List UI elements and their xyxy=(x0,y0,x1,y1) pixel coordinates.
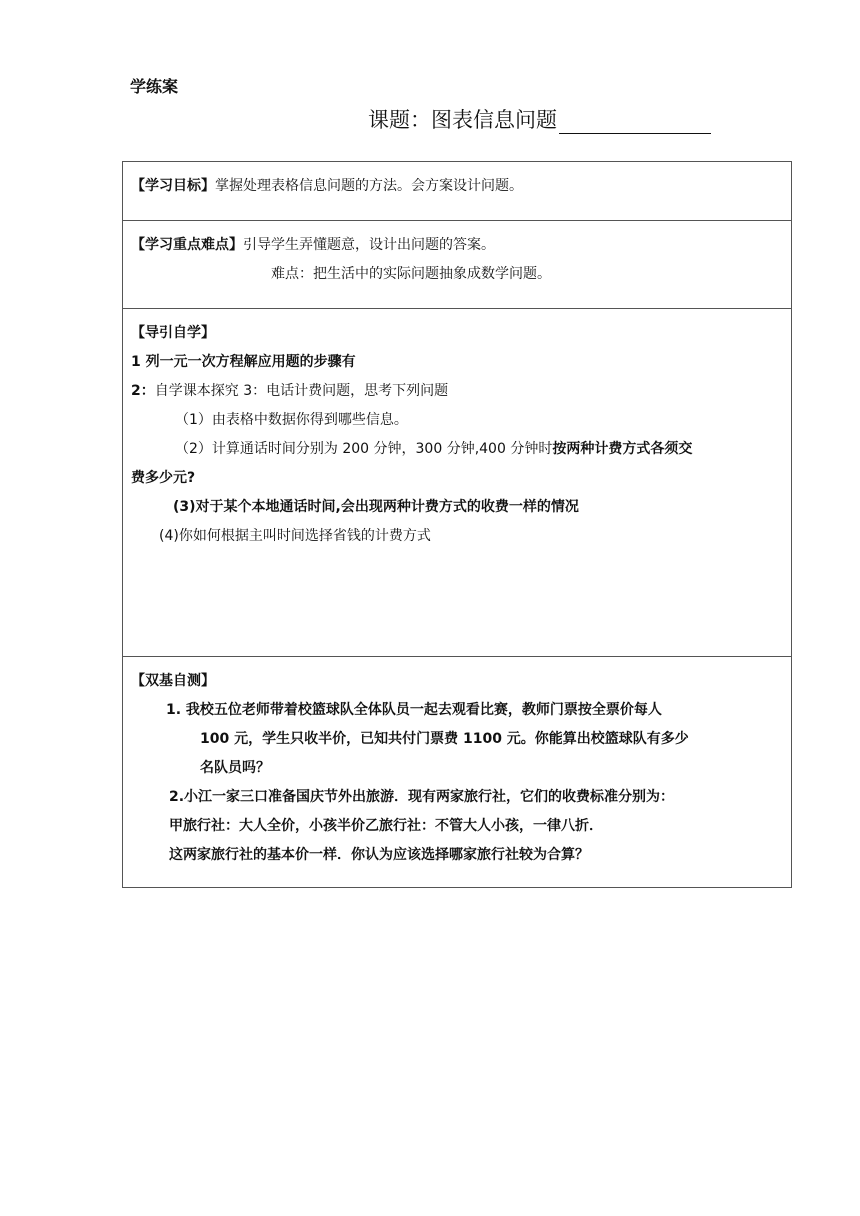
guide-line-2-text: 自学课本探究 3：电话计费问题，思考下列问题 xyxy=(154,383,449,399)
test-item-1-line-2: 100 元，学生只收半价，已知共付门票费 1100 元。你能算出校篮球队有多少 xyxy=(200,731,689,747)
section-key-points xyxy=(123,221,791,309)
goal-text: 掌握处理表格信息问题的方法。会方案设计问题。 xyxy=(215,178,523,194)
test-heading: 【双基自测】 xyxy=(131,673,215,689)
test-item-2-line-2: 甲旅行社：大人全价，小孩半价乙旅行社：不管大人小孩，一律八折． xyxy=(169,818,603,834)
guide-line-2 xyxy=(131,377,783,406)
worksheet-table xyxy=(122,161,792,888)
page-title xyxy=(368,104,711,134)
test-item-2-line-1: 2.小江一家三口准备国庆节外出旅游．现有两家旅行社，它们的收费标准分别为： xyxy=(169,789,675,805)
goal-heading: 【学习目标】 xyxy=(131,178,215,194)
key-heading: 【学习重点难点】 xyxy=(131,237,243,253)
guide-line-2-prefix: 2： xyxy=(131,383,155,399)
guide-question-4: (4)你如何根据主叫时间选择省钱的计费方式 xyxy=(159,528,431,544)
key-line-1 xyxy=(131,231,783,260)
guide-question-2-bold: 按两种计费方式各须交 xyxy=(552,441,693,457)
guide-question-2-cont: 费多少元? xyxy=(131,470,196,486)
section-guided-study xyxy=(123,309,791,657)
guide-line-1: 1 列一元一次方程解应用题的步骤有 xyxy=(131,354,356,370)
guide-heading: 【导引自学】 xyxy=(131,325,215,341)
guide-question-2 xyxy=(131,435,783,464)
section-self-test xyxy=(123,657,791,887)
guide-question-1: （1）由表格中数据你得到哪些信息。 xyxy=(175,412,408,428)
guide-question-2-normal: （2）计算通话时间分别为 200 分钟，300 分钟,400 分钟时 xyxy=(175,441,553,457)
test-item-1-line-3: 名队员吗？ xyxy=(200,760,270,776)
test-item-2-line-3: 这两家旅行社的基本价一样．你认为应该选择哪家旅行社较为合算？ xyxy=(169,847,589,863)
title-underline xyxy=(559,111,711,134)
title-text: 课题：图表信息问题 xyxy=(368,108,557,132)
key-text: 引导学生弄懂题意，设计出问题的答案。 xyxy=(243,237,495,253)
section-learning-goal xyxy=(123,162,791,221)
header-label: 学练案 xyxy=(130,77,179,96)
test-item-1-line-1: 1. 我校五位老师带着校篮球队全体队员一起去观看比赛，教师门票按全票价每人 xyxy=(166,702,662,718)
guide-question-3: (3)对于某个本地通话时间,会出现两种计费方式的收费一样的情况 xyxy=(173,499,579,515)
key-difficulty: 难点：把生活中的实际问题抽象成数学问题。 xyxy=(271,266,551,282)
